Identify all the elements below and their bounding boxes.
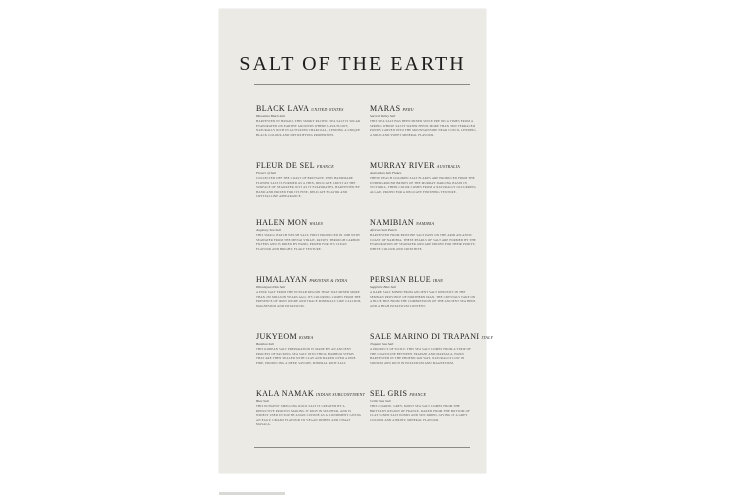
salt-region: PAKISTAN & INDIA	[309, 278, 348, 283]
salt-entry	[256, 332, 362, 389]
salt-name: PERSIAN BLUE	[370, 275, 432, 284]
salt-region: UNITED STATES	[311, 107, 344, 112]
salt-description: THIS SMALL BATCH WELSH SALT, FIRST PRODUCED IN 1998 WITH SEAWATER FROM THE MENAI STRAIT, PASSES THROUGH CARBON FILTERS AND IS DRIED BY HAND, PRIZED FOR ITS CLEAN FLAVOUR AND BRIGHT, FLAKY TEXTURE.	[256, 233, 360, 251]
salt-region: FRANCE	[409, 392, 427, 397]
salt-region: NAMIBIA	[416, 221, 435, 226]
salt-entry	[370, 389, 476, 446]
salt-region: AUSTRALIA	[436, 164, 461, 169]
salt-description: COLLECTED OFF THE COAST OF BRITTANY, THIS HANDMADE FLOWER SALT IS FORMED AS A THIN, DELICATE CRUST AT THE SURFACE OF SEAWATER JUST AS IT EVAPORATES, HARVESTED BY HAND AND PRIZED FOR ITS FINE, DELICATE FLAVOR AND CRYSTALLINE APPEARANCE.	[256, 176, 360, 199]
salt-entry	[370, 161, 476, 218]
salt-name: JUKYEOM	[256, 332, 298, 341]
salt-entry	[256, 389, 366, 446]
salt-description: HARVESTED IN HAWAII, THIS SMOKY PACIFIC SEA SALT IS SOLAR EVAPORATED ON EARTHY GROUNDS WHERE LAVA FLOWS, NATURALLY RICH IN ACTIVATED CHARCOAL, LENDING A UNIQUE BLACK COLOUR AND DETOXIFYING PROPERTIES.	[256, 119, 361, 137]
salt-subtitle: Celtic Sea Salt	[370, 399, 391, 403]
salt-region: KOREA	[299, 335, 314, 340]
salt-entry	[256, 161, 362, 218]
salt-subtitle: Blac Salt	[256, 399, 269, 403]
salt-region: IRAN	[433, 278, 444, 283]
salt-subtitle: Flower of Salt	[256, 171, 277, 175]
salt-subtitle: Sacred Valley Salt	[370, 114, 396, 118]
salt-subtitle: Bamboo Salt	[256, 342, 274, 346]
salt-name: NAMIBIAN	[370, 218, 415, 227]
poster-title: SALT OF THE EARTH	[239, 53, 466, 75]
salt-entry	[256, 218, 362, 275]
top-divider	[254, 84, 470, 85]
salt-subtitle: Sapphire Blue Salt	[370, 285, 397, 289]
salt-description: A RARE SALT MINED FROM ANCIENT SALT DEPOSITS IN THE SEMNAN PROVINCE OF NORTHERN IRAN, THE CRYSTALS TAKE ON A BLUE HUE FROM THE COMPRESSION OF THE ANCIENT SEA BEDS AND A HIGH POTASSIUM CONTENT.	[370, 290, 476, 308]
salt-name: FLEUR DE SEL	[256, 161, 316, 170]
salt-name: MURRAY RIVER	[370, 161, 435, 170]
salt-name: SALE MARINO DI TRAPANI	[370, 332, 480, 341]
salt-description: THESE PEACH COLORED SALT FLAKES ARE PRODUCED FROM THE UNDERGROUND BRINES OF THE MURRAY DARLING BASIN IN VICTORIA, THEIR COLOR COMES FROM A NATURALLY OCCURRING ALGAE, PRIZED FOR A DELICATE FINISHING TEXTURE.	[370, 176, 476, 194]
salt-region: INDIAN SUBCONTINENT	[316, 392, 366, 397]
salt-description: THIS SEA SALT HAS BEEN MINED SINCE PRE INCA TIMES FROM A SPRING WHOSE SALTY WATER FEEDS MORE THAN 3000 TERRACED PONDS CARVED INTO THE MOUNTAINSIDE NEAR CUSCO, LENDING A MILD AND SWEET MINERAL FLAVOUR.	[370, 119, 476, 137]
salt-region: WALES	[309, 221, 324, 226]
salt-subtitle: Australian Salt Flakes	[370, 171, 402, 175]
salt-name: MARAS	[370, 104, 401, 113]
salt-entry	[256, 104, 362, 161]
salt-subtitle: Himalayan Pink Salt	[256, 285, 286, 289]
salt-region: PERU	[402, 107, 414, 112]
salt-subtitle: Trapani Sea Salt	[370, 342, 394, 346]
salt-entry	[370, 104, 476, 161]
salt-description: THIS KOREAN SALT PREPARATION IS MADE BY AN ANCIENT PROCESS OF PACKING SEA SALT INTO THICK BAMBOO STEMS THAT ARE THEN SEALED WITH CLAY AND BAKED OVER A PINE FIRE, PRODUCING A DEEP, SAVORY, MINERAL RICH SALT.	[256, 347, 356, 365]
salt-region: ITALY	[481, 335, 494, 340]
salt-name: SEL GRIS	[370, 389, 408, 398]
salt-subtitle: Hawaiian Black Salt	[256, 114, 285, 118]
salt-entry	[370, 275, 476, 332]
salt-description: A PINK SALT FROM THE PUNJAB REGION THAT WAS MINED MORE THAN 250 MILLION YEARS AGO, ITS COLORING COMES FROM THE PRESENCE OF IRON OXIDE AND TRACE MINERALS LIKE CALCIUM, MAGNESIUM AND POTASSIUM.	[256, 290, 362, 308]
salt-name: KALA NAMAK	[256, 389, 314, 398]
salt-region: FRANCE	[317, 164, 334, 169]
next-image-edge	[219, 492, 285, 495]
salt-name: HALEN MON	[256, 218, 308, 227]
right-column	[370, 104, 494, 446]
salt-subtitle: Anglesey Sea Salt	[256, 228, 281, 232]
salt-entry	[370, 332, 494, 389]
salt-name: HIMALAYAN	[256, 275, 308, 284]
tea-towel	[219, 9, 494, 473]
salt-entry	[370, 218, 476, 275]
left-column	[256, 104, 366, 446]
salt-entry	[256, 275, 362, 332]
salt-description: HARVESTED FROM PRISTINE SALT PANS ON THE ARID ATLANTIC COAST OF NAMIBIA, THESE PEARLS OF SALT ARE FORMED BY THE EVAPORATION OF SEAWATER AND ARE PRIZED FOR THEIR PURITY, WHITE COLOUR AND CRISP BITE.	[370, 233, 476, 251]
bottom-divider	[254, 447, 470, 448]
salt-name: BLACK LAVA	[256, 104, 310, 113]
salt-description: A PRODUCT OF SICILY, THIS SEA SALT COMES FROM A STRIP OF THE COASTLINE BETWEEN TRAPANI AND MARSALA, HAND HARVESTED IN THE PHOENICIAN WAY, NATURALLY LOW IN SODIUM AND RICH IN POTASSIUM AND MAGNESIUM.	[370, 347, 471, 365]
salt-description: THIS COARSE, GREY, MOIST SEA SALT COMES FROM THE BRITTANY REGION OF FRANCE, RAKED FROM THE BOTTOM OF CLAY LINED SALT PONDS AND SUN DRIED, GIVING IT A GREY COLOUR AND A BRINY, MINERAL FLAVOUR.	[370, 404, 470, 422]
salt-subtitle: African Salt Pearls	[370, 228, 397, 232]
salt-description: THIS PUNGENT SMELLING ROCK SALT IS CREATED BY A REDUCTIVE PROCESS MAKING IT RICH IN SULPHUR, AND IS WIDELY USED IN SOUTH ASIAN CUISINE AS A CONDIMENT GIVING AN EGGY, UMAMI FLAVOUR TO VEGAN DISHES AND CHAAT MASALA.	[256, 404, 362, 427]
